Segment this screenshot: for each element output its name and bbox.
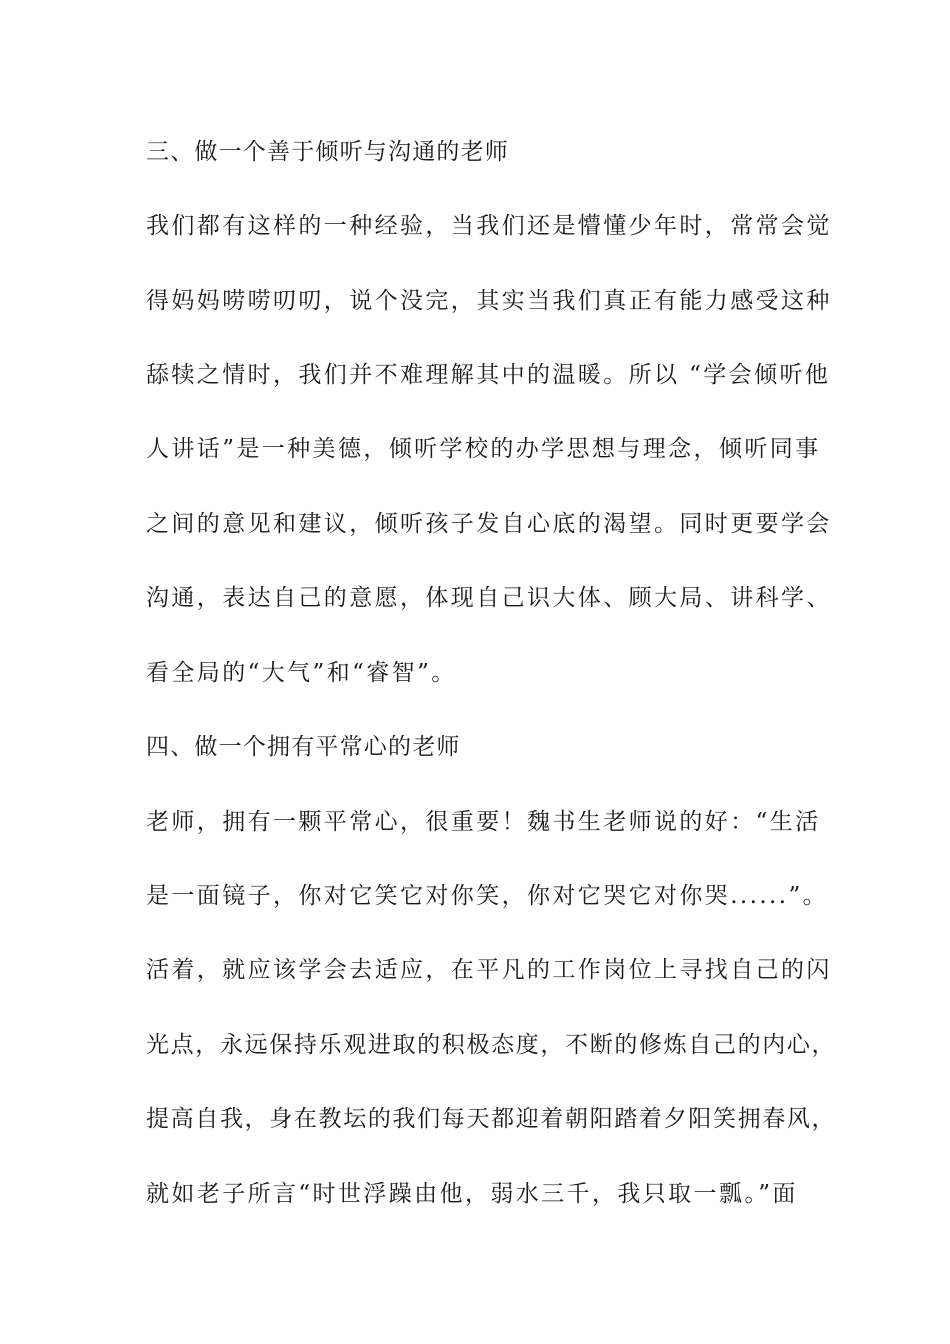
paragraph-line: 看全局的“大气”和“睿智”。 xyxy=(146,660,457,686)
section-4-heading: 四、做一个拥有平常心的老师 xyxy=(146,734,461,760)
paragraph-line: 人讲话”是一种美德，倾听学校的办学思想与理念，倾听同事 xyxy=(146,436,821,462)
paragraph-line: 就如老子所言“时世浮躁由他，弱水三千，我只取一瓢。”面 xyxy=(146,1181,798,1207)
paragraph-line: 老师，拥有一颗平常心，很重要！魏书生老师说的好：“生活 xyxy=(146,809,821,835)
paragraph-line: 提高自我，身在教坛的我们每天都迎着朝阳踏着夕阳笑拥春风， xyxy=(146,1106,837,1132)
paragraph-line: 舔犊之情时，我们并不难理解其中的温暖。所以 “学会倾听他 xyxy=(146,362,831,388)
paragraph-line: 是一面镜子，你对它笑它对你笑，你对它哭它对你哭......”。 xyxy=(146,883,829,909)
paragraph-line: 我们都有这样的一种经验，当我们还是懵懂少年时，常常会觉 xyxy=(146,213,832,239)
paragraph-line: 光点，永远保持乐观进取的积极态度，不断的修炼自己的内心， xyxy=(146,1032,837,1058)
paragraph-line: 之间的意见和建议，倾听孩子发自心底的渴望。同时更要学会 xyxy=(146,511,832,537)
paragraph-line: 得妈妈唠唠叨叨，说个没完，其实当我们真正有能力感受这种 xyxy=(146,288,832,314)
section-3-heading: 三、做一个善于倾听与沟通的老师 xyxy=(146,139,509,165)
paragraph-line: 活着，就应该学会去适应，在平凡的工作岗位上寻找自己的闪 xyxy=(146,957,832,983)
paragraph-line: 沟通，表达自己的意愿，体现自己识大体、顾大局、讲科学、 xyxy=(146,585,832,611)
